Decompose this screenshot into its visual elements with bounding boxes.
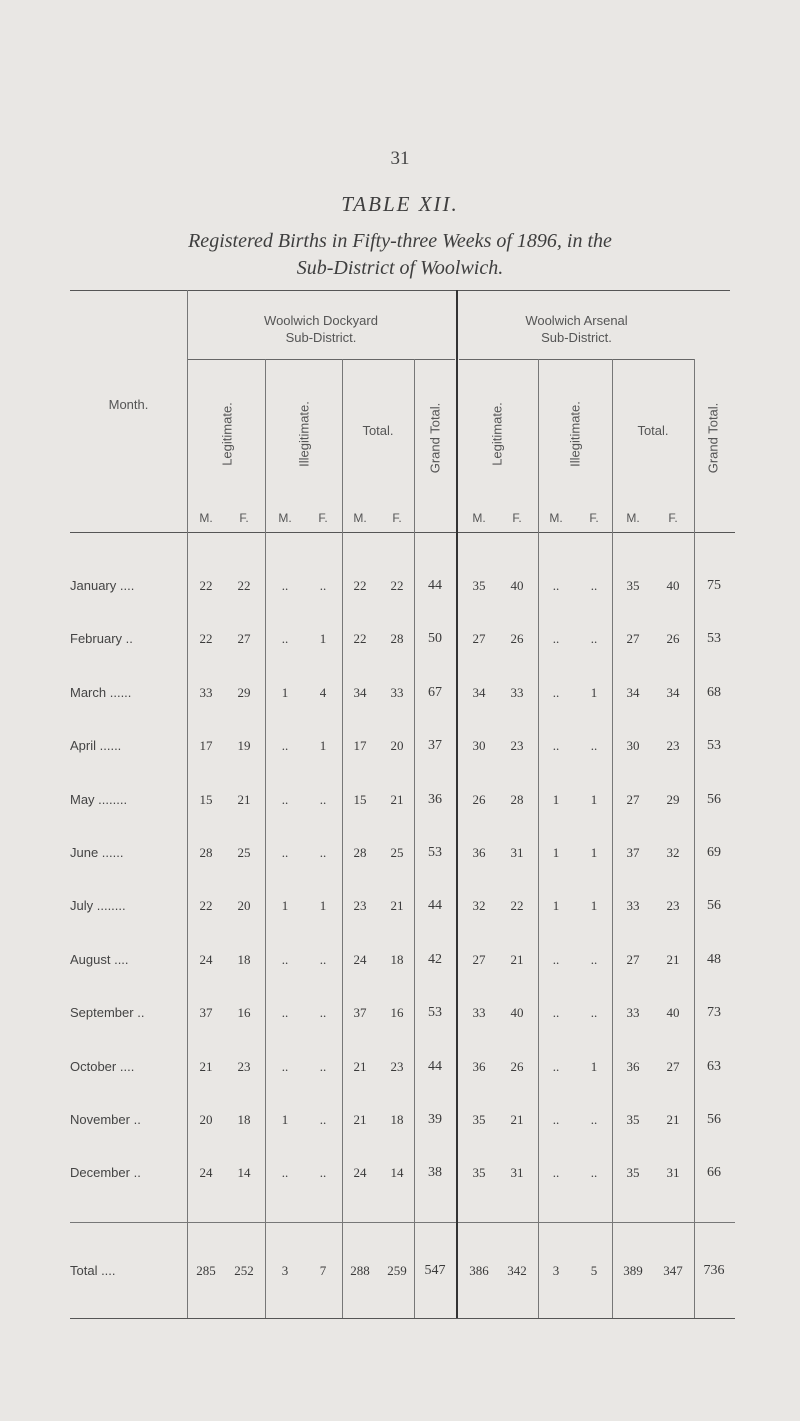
table-row-cell: 42 (428, 952, 442, 967)
table-row-cell: 21 (510, 952, 524, 967)
table-row-label: October .... (70, 1059, 135, 1074)
table-row-cell: 18 (237, 952, 251, 967)
table-row-cell: 34 (472, 685, 486, 700)
table-row-cell: 53 (707, 738, 721, 753)
table-row-cell: 26 (666, 631, 680, 646)
table-row-cell: .. (319, 792, 327, 807)
arsenal-total-header: Total. (637, 423, 669, 438)
table-row-cell: .. (552, 1005, 560, 1020)
table-row-cell: 1 (319, 738, 327, 753)
total-separator-rule (70, 1222, 735, 1223)
table-row-cell: 16 (237, 1005, 251, 1020)
dockyard-legitimate-header: Legitimate. (219, 402, 235, 466)
table-row-cell: 34 (666, 685, 680, 700)
total-row-cell: 252 (234, 1263, 254, 1278)
table-row-cell: .. (552, 631, 560, 646)
table-row-cell: .. (281, 952, 289, 967)
table-row-cell: 44 (428, 898, 442, 913)
table-row-cell: 38 (428, 1165, 442, 1180)
arsenal-legitimate-header: Legitimate. (489, 402, 505, 466)
table-row-cell: 40 (510, 1005, 524, 1020)
table-row-cell: 1 (281, 898, 289, 913)
mf-header: M. (549, 511, 563, 525)
table-row-cell: .. (319, 1165, 327, 1180)
table-row-cell: 17 (353, 738, 367, 753)
table-row-cell: 63 (707, 1059, 721, 1074)
table-row-cell: 20 (237, 898, 251, 913)
table-row-cell: .. (590, 738, 598, 753)
table-row-cell: 37 (353, 1005, 367, 1020)
table-row-cell: 1 (552, 792, 560, 807)
table-row-cell: 28 (390, 631, 404, 646)
table-row-cell: 31 (666, 1165, 680, 1180)
table-row-cell: 20 (199, 1112, 213, 1127)
table-row-cell: 53 (428, 845, 442, 860)
table-row-cell: .. (319, 1112, 327, 1127)
subtitle-line-2: Sub-District of Woolwich. (296, 257, 504, 279)
table-row-cell: 23 (510, 738, 524, 753)
table-row-label: November .. (70, 1112, 141, 1127)
table-row-cell: 28 (510, 792, 524, 807)
table-row-cell: 17 (199, 738, 213, 753)
table-row-cell: 27 (666, 1059, 680, 1074)
table-row-cell: 24 (199, 1165, 213, 1180)
month-header: Month. (108, 397, 149, 412)
table-row-cell: 25 (237, 845, 251, 860)
table-row-cell: 34 (353, 685, 367, 700)
table-row-cell: 27 (626, 631, 640, 646)
total-row-cell: 3 (552, 1263, 560, 1278)
table-row-cell: 35 (472, 1165, 486, 1180)
table-row-cell: 30 (472, 738, 486, 753)
arsenal-header (459, 312, 694, 346)
table-row-cell: 32 (472, 898, 486, 913)
table-row-cell: .. (281, 845, 289, 860)
table-row-label: January .... (70, 578, 135, 593)
table-row-cell: .. (552, 738, 560, 753)
table-row-cell: 26 (510, 1059, 524, 1074)
table-row-cell: 73 (707, 1005, 721, 1020)
table-row-cell: 34 (626, 685, 640, 700)
table-row-cell: 16 (390, 1005, 404, 1020)
table-row-cell: 21 (510, 1112, 524, 1127)
table-row-cell: 29 (237, 685, 251, 700)
table-row-cell: 15 (199, 792, 213, 807)
table-row-cell: 1 (590, 685, 598, 700)
table-row-cell: 32 (666, 845, 680, 860)
table-row-cell: 56 (707, 1112, 721, 1127)
table-row-cell: 18 (390, 1112, 404, 1127)
table-row-cell: 69 (707, 845, 721, 860)
table-row-cell: 36 (428, 792, 442, 807)
table-row-cell: 27 (472, 631, 486, 646)
table-row-cell: 33 (390, 685, 404, 700)
mf-header: F. (392, 511, 402, 525)
table-row-cell: .. (552, 685, 560, 700)
total-row-cell: 736 (703, 1263, 725, 1278)
table-row-cell: 40 (666, 578, 680, 593)
table-row-cell: .. (552, 578, 560, 593)
table-row-cell: 37 (428, 738, 442, 753)
table-row-cell: 23 (353, 898, 367, 913)
table-title: TABLE XII. (341, 192, 459, 216)
arsenal-header-line-1: Woolwich Arsenal (525, 313, 628, 328)
table-row-cell: 75 (707, 578, 721, 593)
table-row-cell: 27 (472, 952, 486, 967)
table-row-cell: 24 (353, 952, 367, 967)
table-row-cell: 1 (590, 898, 598, 913)
table-row-cell: 27 (237, 631, 251, 646)
table-row-cell: 21 (666, 1112, 680, 1127)
table-row-cell: 31 (510, 845, 524, 860)
table-row-cell: 36 (472, 845, 486, 860)
table-row-cell: 1 (552, 845, 560, 860)
table-row-label: May ........ (70, 792, 128, 807)
table-row-label: March ...... (70, 685, 132, 700)
table-row-cell: 21 (199, 1059, 213, 1074)
table-row-cell: 33 (626, 1005, 640, 1020)
table-row-cell: 35 (472, 578, 486, 593)
dockyard-illegitimate-header: Illegitimate. (296, 401, 312, 467)
total-row-label: Total .... (70, 1263, 116, 1278)
arsenal-grand-total-header: Grand Total. (705, 402, 721, 474)
table-row-cell: .. (319, 1059, 327, 1074)
table-row-cell: 4 (319, 685, 327, 700)
table-row-cell: 56 (707, 792, 721, 807)
table-row-cell: 18 (390, 952, 404, 967)
table-row-cell: .. (590, 952, 598, 967)
mf-header: F. (318, 511, 328, 525)
page-number: 31 (390, 148, 410, 169)
table-row-cell: 50 (428, 631, 442, 646)
table-row-cell: 33 (199, 685, 213, 700)
table-row-label: July ........ (70, 898, 126, 913)
table-row-cell: 30 (626, 738, 640, 753)
table-row-cell: 37 (199, 1005, 213, 1020)
table-row-cell: .. (319, 845, 327, 860)
table-row-cell: 40 (510, 578, 524, 593)
table-row-cell: 20 (390, 738, 404, 753)
total-row-cell: 342 (507, 1263, 527, 1278)
table-row-cell: .. (319, 578, 327, 593)
table-row-cell: 24 (199, 952, 213, 967)
total-row-cell: 347 (663, 1263, 683, 1278)
total-row-cell: 389 (623, 1263, 643, 1278)
table-row-cell: 36 (472, 1059, 486, 1074)
table-row-cell: 35 (626, 578, 640, 593)
table-row-cell: 23 (666, 738, 680, 753)
table-row-cell: .. (281, 631, 289, 646)
mf-header: F. (512, 511, 522, 525)
total-row-cell: 285 (196, 1263, 216, 1278)
table-row-cell: .. (281, 792, 289, 807)
table-row-label: April ...... (70, 738, 122, 753)
table-row-cell: .. (281, 578, 289, 593)
table-row-cell: 26 (472, 792, 486, 807)
table-row-cell: 23 (237, 1059, 251, 1074)
table-row-cell: 25 (390, 845, 404, 860)
arsenal-illegitimate-header: Illegitimate. (567, 401, 583, 467)
table-row-cell: 39 (428, 1112, 442, 1127)
table-row-cell: 28 (353, 845, 367, 860)
total-row-cell: 259 (387, 1263, 407, 1278)
table-row-cell: 27 (626, 792, 640, 807)
subtitle-line-1: Registered Births in Fifty-three Weeks of 1896, in the (188, 230, 612, 252)
table-row-cell: 1 (552, 898, 560, 913)
table-row-cell: .. (319, 952, 327, 967)
table-row-cell: 22 (510, 898, 524, 913)
dockyard-header-line-2: Sub-District. (285, 330, 357, 345)
table-row-cell: 37 (626, 845, 640, 860)
table-row-cell: 21 (390, 792, 404, 807)
table-row-cell: .. (552, 1165, 560, 1180)
table-row-cell: .. (590, 1112, 598, 1127)
table-row-cell: 22 (199, 898, 213, 913)
table-row-cell: .. (552, 1059, 560, 1074)
dockyard-total-header: Total. (362, 423, 394, 438)
table-row-cell: 1 (319, 631, 327, 646)
table-row-cell: 1 (319, 898, 327, 913)
table-row-cell: 28 (199, 845, 213, 860)
table-row-cell: 56 (707, 898, 721, 913)
table-row-cell: 33 (472, 1005, 486, 1020)
table-row-cell: 31 (510, 1165, 524, 1180)
mf-header: M. (472, 511, 486, 525)
table-row-cell: 21 (390, 898, 404, 913)
table-row-cell: 35 (626, 1112, 640, 1127)
table-row-cell: .. (590, 631, 598, 646)
dockyard-header (187, 312, 455, 346)
table-row-cell: 21 (237, 792, 251, 807)
table-row-cell: 33 (510, 685, 524, 700)
table-row-cell: 29 (666, 792, 680, 807)
table-row-cell: 23 (666, 898, 680, 913)
mf-header: M. (353, 511, 367, 525)
table-row-cell: 44 (428, 578, 442, 593)
table-row-cell: 44 (428, 1059, 442, 1074)
table-row-cell: 22 (199, 578, 213, 593)
table-row-cell: 22 (353, 578, 367, 593)
table-row-label: June ...... (70, 845, 124, 860)
table-row-cell: 33 (626, 898, 640, 913)
mf-header: M. (199, 511, 213, 525)
table-row-cell: 68 (707, 685, 721, 700)
table-row-label: December .. (70, 1165, 141, 1180)
table-row-label: February .. (70, 631, 133, 646)
mf-header: F. (589, 511, 599, 525)
table-row-cell: .. (319, 1005, 327, 1020)
table-row-cell: 22 (353, 631, 367, 646)
total-row-cell: 7 (319, 1263, 327, 1278)
table-row-cell: 1 (590, 845, 598, 860)
table-row-cell: .. (590, 1165, 598, 1180)
table-row-cell: .. (552, 1112, 560, 1127)
table-row-cell: 21 (666, 952, 680, 967)
dockyard-header-line-1: Woolwich Dockyard (264, 313, 378, 328)
header-bottom-rule (70, 532, 735, 533)
table-row-cell: 14 (237, 1165, 251, 1180)
table-row-cell: 48 (707, 952, 721, 967)
total-row-cell: 288 (350, 1263, 370, 1278)
table-row-cell: .. (281, 1059, 289, 1074)
table-row-cell: 22 (199, 631, 213, 646)
table-row-cell: .. (281, 1005, 289, 1020)
mf-header: F. (239, 511, 249, 525)
table-subtitle (0, 228, 800, 282)
table-row-label: September .. (70, 1005, 145, 1020)
table-row-cell: 53 (428, 1005, 442, 1020)
table-row-cell: 22 (390, 578, 404, 593)
mf-header: M. (278, 511, 292, 525)
table-row-cell: 21 (353, 1059, 367, 1074)
subdistrict-divider (456, 290, 458, 1318)
table-row-cell: 35 (626, 1165, 640, 1180)
table-row-cell: .. (552, 952, 560, 967)
arsenal-header-line-2: Sub-District. (541, 330, 612, 345)
total-row-cell: 386 (469, 1263, 489, 1278)
table-row-cell: .. (281, 1165, 289, 1180)
table-row-cell: 23 (390, 1059, 404, 1074)
table-row-cell: 18 (237, 1112, 251, 1127)
table-row-cell: 14 (390, 1165, 404, 1180)
table-row-cell: 24 (353, 1165, 367, 1180)
table-row-cell: 53 (707, 631, 721, 646)
table-row-cell: 1 (281, 1112, 289, 1127)
dockyard-grand-total-header: Grand Total. (427, 402, 443, 474)
table-row-cell: 27 (626, 952, 640, 967)
table-row-cell: 36 (626, 1059, 640, 1074)
table-row-label: August .... (70, 952, 129, 967)
mf-header: F. (668, 511, 678, 525)
total-row-cell: 3 (281, 1263, 289, 1278)
table-row-cell: 66 (707, 1165, 721, 1180)
table-row-cell: 22 (237, 578, 251, 593)
table-row-cell: 26 (510, 631, 524, 646)
table-row-cell: .. (590, 1005, 598, 1020)
table-row-cell: 19 (237, 738, 251, 753)
table-row-cell: 1 (281, 685, 289, 700)
table-row-cell: 1 (590, 1059, 598, 1074)
table-row-cell: 15 (353, 792, 367, 807)
table-row-cell: 40 (666, 1005, 680, 1020)
table-row-cell: .. (590, 578, 598, 593)
table-row-cell: 67 (428, 685, 442, 700)
table-row-cell: 35 (472, 1112, 486, 1127)
table-row-cell: .. (281, 738, 289, 753)
table-top-rule (70, 290, 730, 291)
total-row-cell: 5 (590, 1263, 598, 1278)
table-row-cell: 21 (353, 1112, 367, 1127)
mf-header: M. (626, 511, 640, 525)
total-row-cell: 547 (424, 1263, 446, 1278)
table-row-cell: 1 (590, 792, 598, 807)
table-bottom-rule (70, 1318, 735, 1319)
